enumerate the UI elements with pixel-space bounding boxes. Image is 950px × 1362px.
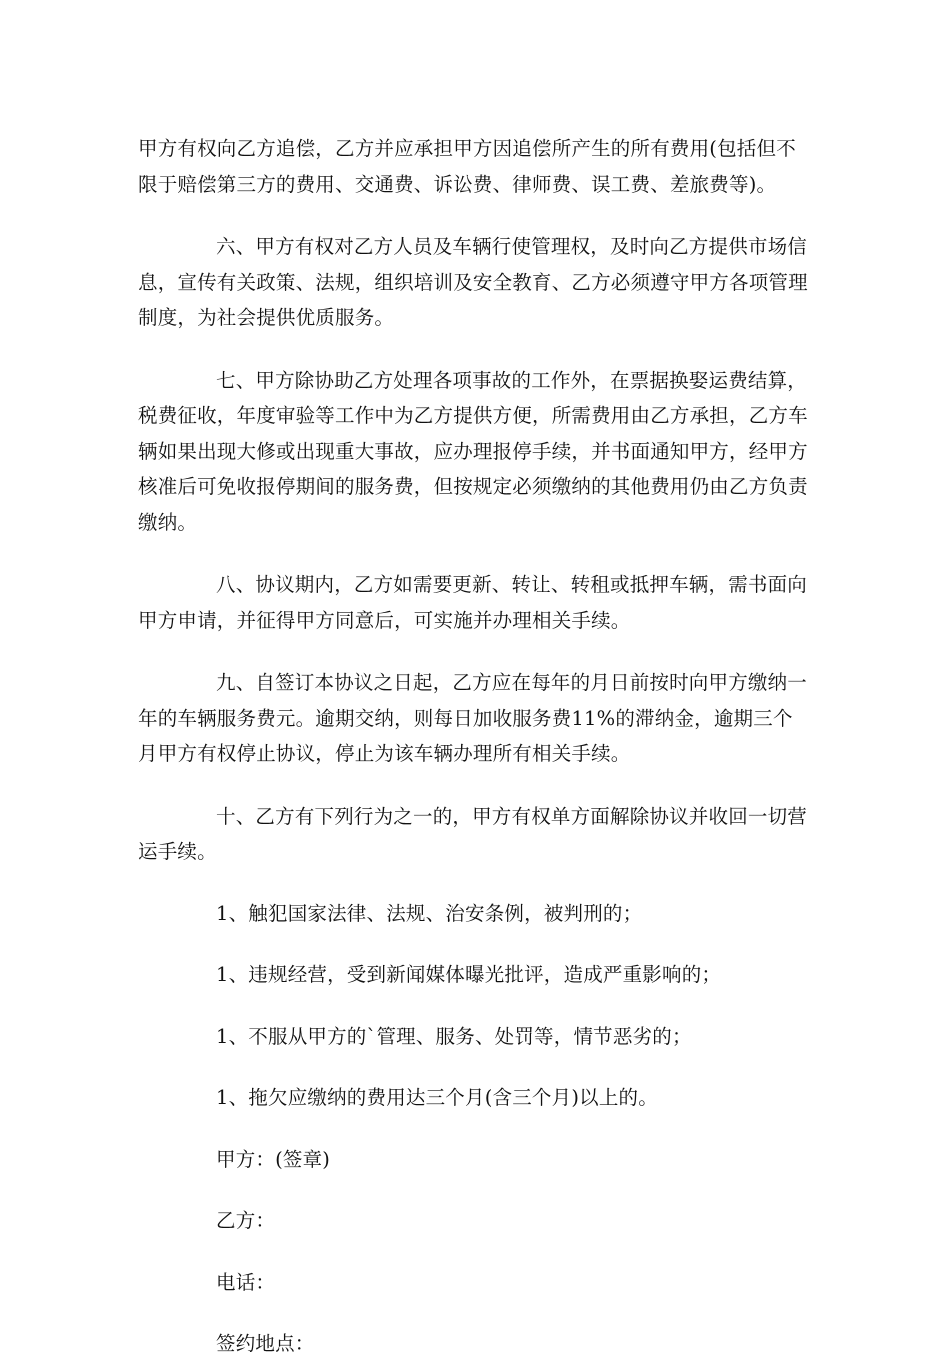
paragraph-continuation: 甲方有权向乙方追偿，乙方并应承担甲方因追偿所产生的所有费用(包括但不限于赔偿第三方的费用、交通费、诉讼费、律师费、误工费、差旅费等)。: [138, 137, 796, 196]
signature-phone: 电话：: [216, 1270, 276, 1294]
clause-seven: 七、甲方除协助乙方处理各项事故的工作外，在票据换娶运费结算，税费征收，年度审验等工作中为乙方提供方便，所需费用由乙方承担，乙方车辆如果出现大修或出现重大事故，应办理报停手续，并书面通知甲方，经甲方核准后可免收报停期间的服务费，但按规定必须缴纳的其他费用仍由乙方负责缴纳。: [138, 368, 808, 534]
list-item: 1、拖欠应缴纳的费用达三个月(含三个月)以上的。: [216, 1086, 658, 1109]
clause-six: 六、甲方有权对乙方人员及车辆行使管理权，及时向乙方提供市场信息，宣传有关政策、法规，组织培训及安全教育、乙方必须遵守甲方各项管理制度，为社会提供优质服务。: [138, 235, 808, 329]
signature-party-a: 甲方：(签章): [216, 1147, 331, 1171]
list-item: 1、违规经营，受到新闻媒体曝光批评，造成严重影响的；: [216, 963, 722, 986]
signature-party-b: 乙方：: [216, 1209, 276, 1232]
clause-ten: 十、乙方有下列行为之一的，甲方有权单方面解除协议并收回一切营运手续。: [138, 804, 808, 863]
signature-location: 签约地点：: [216, 1332, 315, 1355]
list-item: 1、不服从甲方的`管理、服务、处罚等，情节恶劣的；: [216, 1024, 692, 1048]
clause-eight: 八、协议期内，乙方如需要更新、转让、转租或抵押车辆，需书面向甲方申请，并征得甲方同意后，可实施并办理相关手续。: [138, 573, 808, 632]
clause-nine: 九、自签订本协议之日起，乙方应在每年的月日前按时向甲方缴纳一年的车辆服务费元。逾期交纳，则每日加收服务费11%的滞纳金，逾期三个月甲方有权停止协议，停止为该车辆办理所有相关手续。: [138, 671, 808, 765]
list-item: 1、触犯国家法律、法规、治安条例，被判刑的；: [216, 901, 643, 925]
document-body: [138, 131, 810, 1362]
